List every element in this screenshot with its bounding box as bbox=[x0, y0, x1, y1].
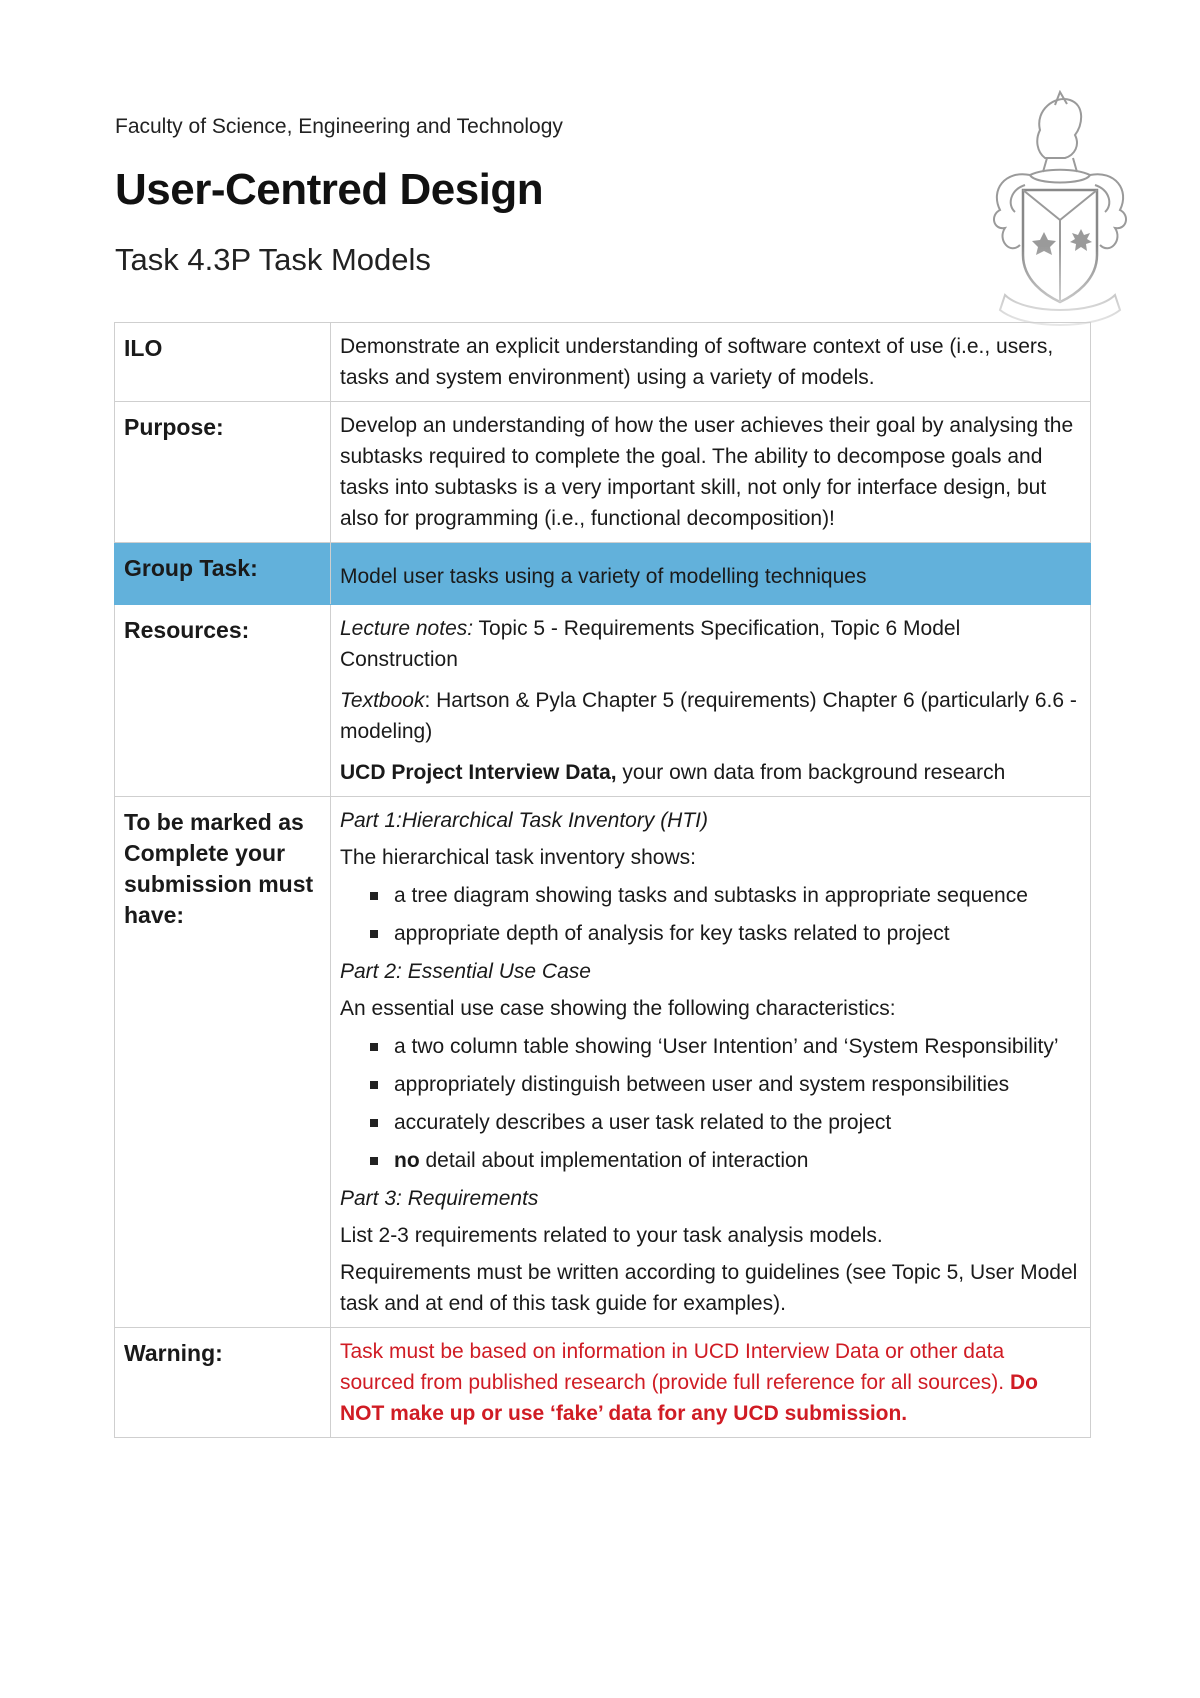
warning-text: Task must be based on information in UCD Interview Data or other data sourced from published research (provide full reference for all sources). bbox=[340, 1340, 1010, 1394]
warning-content bbox=[331, 1328, 1091, 1438]
task-table bbox=[114, 322, 1091, 1438]
criteria-label: To be marked as Complete your submission must have: bbox=[115, 797, 331, 1328]
list-item: appropriate depth of analysis for key tasks related to project bbox=[370, 918, 1080, 949]
resources-label: Resources: bbox=[115, 605, 331, 797]
interview-data-label: UCD Project Interview Data, bbox=[340, 761, 617, 784]
purpose-row bbox=[115, 402, 1091, 543]
part3-text-1: List 2-3 requirements related to your task analysis models. bbox=[340, 1224, 883, 1247]
lecture-notes-label: Lecture notes: bbox=[340, 617, 474, 640]
part1-intro: The hierarchical task inventory shows: bbox=[340, 846, 696, 869]
lecture-notes-line bbox=[340, 613, 1080, 675]
ilo-row bbox=[115, 323, 1091, 402]
part2-intro: An essential use case showing the following characteristics: bbox=[340, 997, 896, 1020]
part1-title: Part 1:Hierarchical Task Inventory (HTI) bbox=[340, 809, 709, 832]
warning-label: Warning: bbox=[115, 1328, 331, 1438]
part2-title: Part 2: Essential Use Case bbox=[340, 960, 591, 983]
lecture-notes-text: Topic 5 - Requirements Specification, Topic 6 Model Construction bbox=[340, 617, 961, 671]
resources-content bbox=[331, 605, 1091, 797]
part3-title: Part 3: Requirements bbox=[340, 1187, 539, 1210]
warning-row bbox=[115, 1328, 1091, 1438]
part3-text-2: Requirements must be written according to guidelines (see Topic 5, User Model task and at end of this task guide for examples). bbox=[340, 1261, 1078, 1315]
part1-list bbox=[340, 880, 1080, 949]
warning-bold-text: Do NOT make up or use ‘fake’ data for any UCD submission. bbox=[340, 1371, 1038, 1425]
purpose-text: Develop an understanding of how the user achieves their goal by analysing the subtasks required to complete the goal. The ability to decompose goals and tasks into subtasks is a very important skill, not only for interface design, but also for programming (i.e., functional decomposition)! bbox=[331, 402, 1091, 543]
faculty-name: Faculty of Science, Engineering and Technology bbox=[115, 115, 563, 138]
textbook-line bbox=[340, 685, 1080, 747]
list-item: a tree diagram showing tasks and subtasks in appropriate sequence bbox=[370, 880, 1080, 911]
list-item: a two column table showing ‘User Intention’ and ‘System Responsibility’ bbox=[370, 1031, 1080, 1062]
part2-list bbox=[340, 1031, 1080, 1176]
ilo-text: Demonstrate an explicit understanding of software context of use (i.e., users, tasks and system environment) using a variety of models. bbox=[331, 323, 1091, 402]
no-emphasis: no bbox=[394, 1149, 420, 1172]
purpose-label: Purpose: bbox=[115, 402, 331, 543]
task-subtitle: Task 4.3P Task Models bbox=[115, 242, 431, 277]
list-item: appropriately distinguish between user and system responsibilities bbox=[370, 1069, 1080, 1100]
ilo-label: ILO bbox=[115, 323, 331, 402]
page-title: User-Centred Design bbox=[115, 165, 544, 214]
criteria-content bbox=[331, 797, 1091, 1328]
interview-data-line bbox=[340, 757, 1080, 788]
textbook-text: : Hartson & Pyla Chapter 5 (requirements) Chapter 6 (particularly 6.6 - modeling) bbox=[340, 689, 1077, 743]
university-crest-icon bbox=[985, 90, 1135, 350]
group-task-row bbox=[115, 543, 1091, 605]
textbook-label: Textbook bbox=[340, 689, 425, 712]
group-task-text: Model user tasks using a variety of modelling techniques bbox=[331, 543, 1091, 605]
list-item: accurately describes a user task related to the project bbox=[370, 1107, 1080, 1138]
criteria-row bbox=[115, 797, 1091, 1328]
group-task-label: Group Task: bbox=[115, 543, 331, 605]
resources-row bbox=[115, 605, 1091, 797]
interview-data-text: your own data from background research bbox=[616, 761, 1006, 784]
list-item bbox=[370, 1145, 1080, 1176]
list-item-text: detail about implementation of interaction bbox=[419, 1149, 809, 1172]
